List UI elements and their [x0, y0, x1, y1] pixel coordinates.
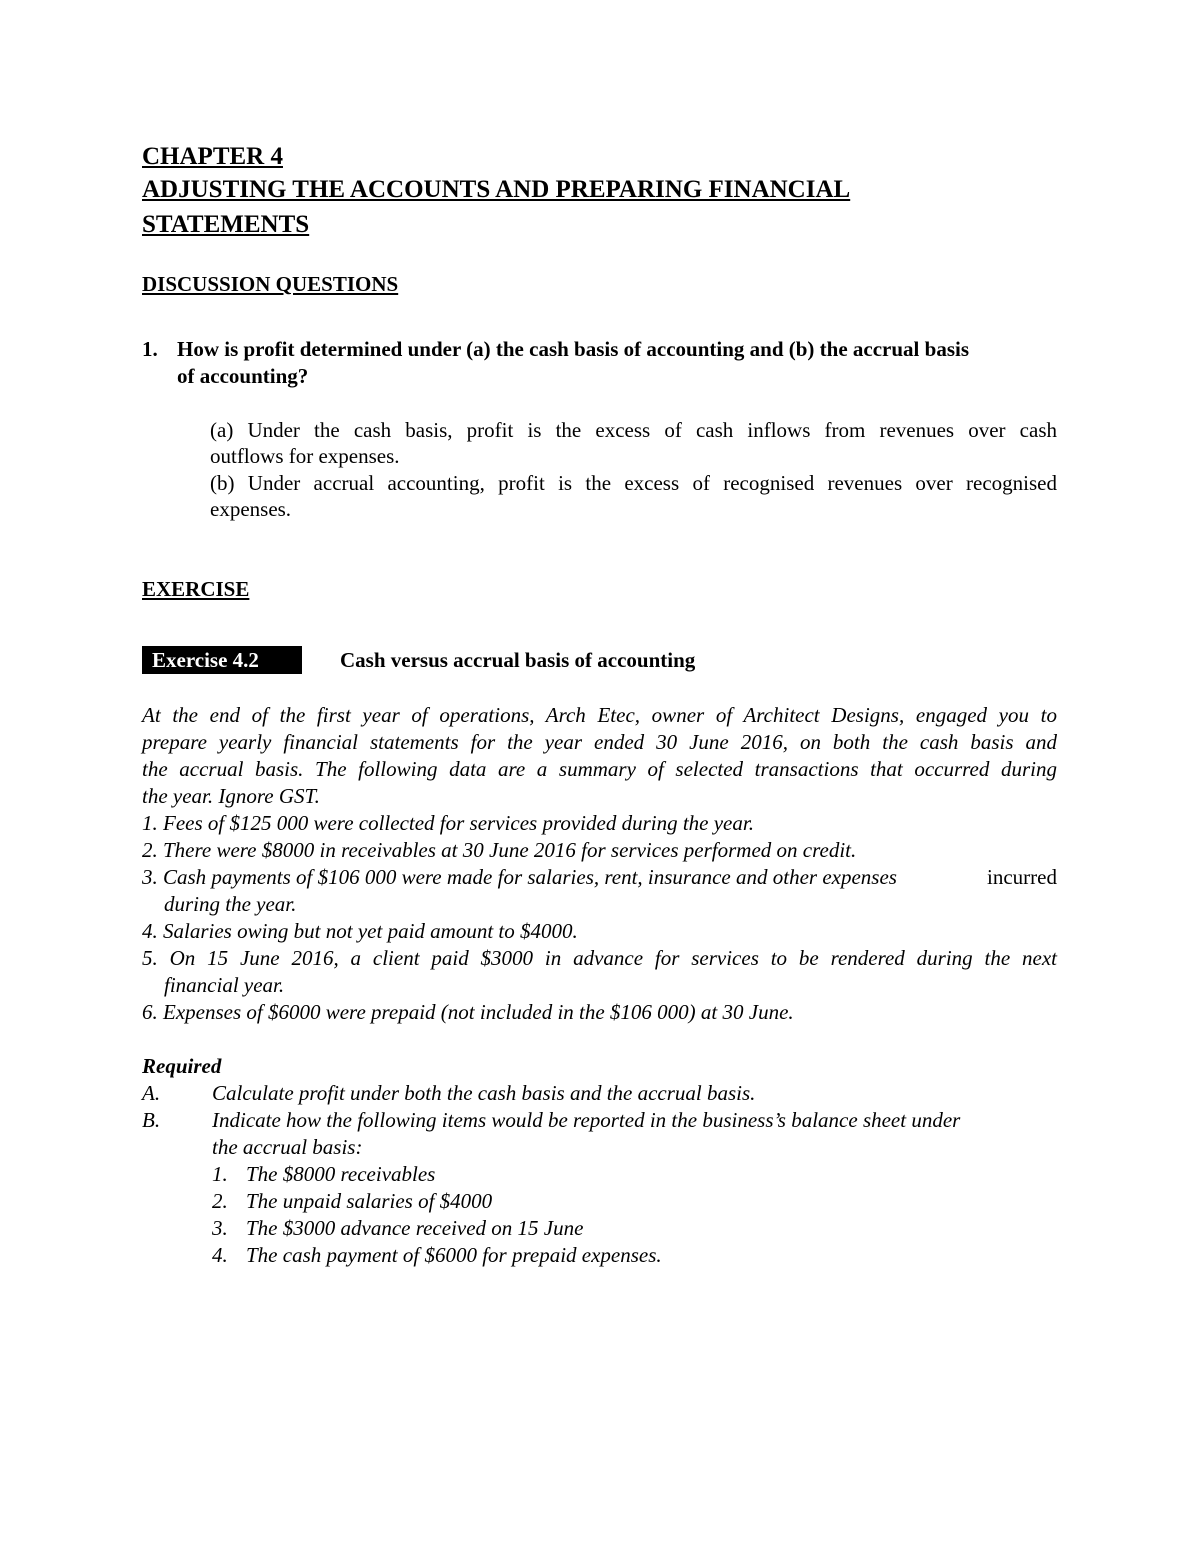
- required-subitem-text: The $8000 receivables: [246, 1162, 436, 1186]
- exercise-intro-line4: the year. Ignore GST.: [142, 784, 320, 808]
- answer-b-line1: (b) Under accrual accounting, profit is the excess of recognised revenues over recognised: [210, 471, 1057, 495]
- required-subitem-number: 4.: [212, 1243, 228, 1267]
- transaction-item-5-line2: financial year.: [164, 973, 285, 997]
- transaction-item-2: 2. There were $8000 in receivables at 30 June 2016 for services performed on credit.: [142, 838, 857, 862]
- chapter-title-line1: ADJUSTING THE ACCOUNTS AND PREPARING FINANCIAL: [142, 176, 851, 203]
- answer-a-line2: outflows for expenses.: [210, 444, 400, 468]
- transaction-item-3-plain: incurred: [987, 865, 1057, 889]
- question-number: 1.: [142, 337, 158, 361]
- required-subitem-number: 2.: [212, 1189, 228, 1213]
- exercise-heading: EXERCISE: [142, 577, 250, 601]
- transaction-item-1: 1. Fees of $125 000 were collected for services provided during the year.: [142, 811, 754, 835]
- transaction-item-3-line2: during the year.: [164, 892, 297, 916]
- required-a-letter: A.: [142, 1081, 161, 1105]
- transaction-item-3-italic: 3. Cash payments of $106 000 were made for salaries, rent, insurance and other expenses: [142, 865, 897, 889]
- exercise-title: Cash versus accrual basis of accounting: [340, 648, 696, 672]
- required-heading: Required: [142, 1054, 222, 1078]
- transaction-item-6: 6. Expenses of $6000 were prepaid (not included in the $106 000) at 30 June.: [142, 1000, 794, 1024]
- transaction-item-3-line1: [142, 865, 1057, 890]
- required-subitem-text: The cash payment of $6000 for prepaid expenses.: [246, 1243, 662, 1267]
- answer-a-line1: (a) Under the cash basis, profit is the excess of cash inflows from revenues over cash: [210, 418, 1057, 442]
- chapter-title-line2: STATEMENTS: [142, 211, 310, 238]
- discussion-heading: DISCUSSION QUESTIONS: [142, 272, 399, 296]
- required-b-letter: B.: [142, 1108, 161, 1132]
- question-text-line2: of accounting?: [177, 364, 309, 388]
- exercise-intro-line3: the accrual basis. The following data are a summary of selected transactions that occurred during: [142, 757, 1057, 781]
- required-subitem-number: 3.: [212, 1216, 228, 1240]
- answer-b-line2: expenses.: [210, 497, 292, 521]
- transaction-item-4: 4. Salaries owing but not yet paid amount to $4000.: [142, 919, 578, 943]
- required-b-line2: the accrual basis:: [212, 1135, 363, 1159]
- exercise-intro-line1: At the end of the first year of operations, Arch Etec, owner of Architect Designs, engaged you to: [142, 703, 1057, 727]
- transaction-item-5-line1: 5. On 15 June 2016, a client paid $3000 in advance for services to be rendered during the next: [142, 946, 1057, 970]
- chapter-number: CHAPTER 4: [142, 143, 283, 170]
- required-subitem-number: 1.: [212, 1162, 228, 1186]
- required-subitem-text: The $3000 advance received on 15 June: [246, 1216, 584, 1240]
- exercise-badge: Exercise 4.2: [142, 646, 302, 674]
- exercise-intro-line2: prepare yearly financial statements for the year ended 30 June 2016, on both the cash basis and: [142, 730, 1057, 754]
- required-subitem-text: The unpaid salaries of $4000: [246, 1189, 493, 1213]
- required-b-line1: Indicate how the following items would be reported in the business’s balance sheet under: [212, 1108, 961, 1132]
- question-text-line1: How is profit determined under (a) the cash basis of accounting and (b) the accrual basis: [177, 337, 970, 361]
- required-a-text: Calculate profit under both the cash basis and the accrual basis.: [212, 1081, 756, 1105]
